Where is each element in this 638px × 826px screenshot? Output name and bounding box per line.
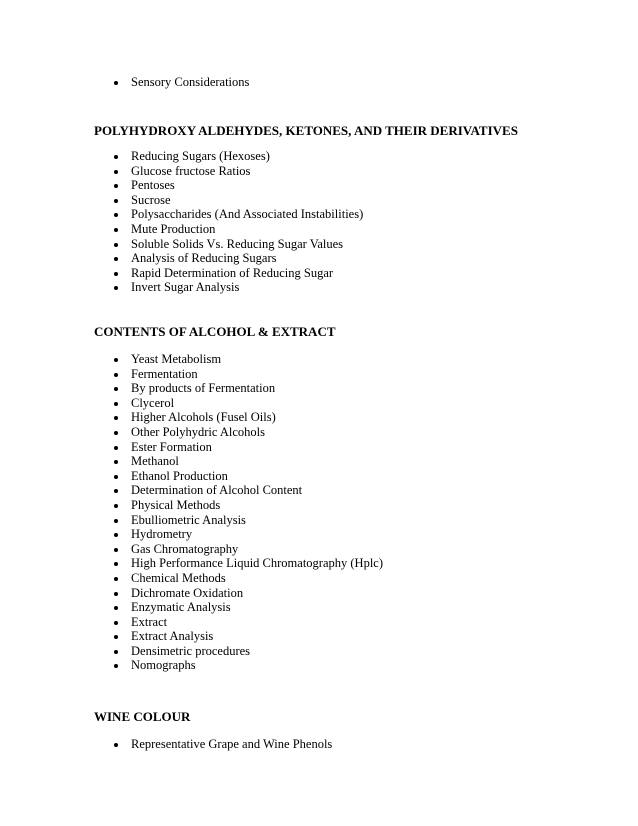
- bullet-icon: [114, 81, 118, 85]
- list-item: Ester Formation: [0, 440, 638, 455]
- bullet-icon: [114, 155, 118, 159]
- bullet-icon: [114, 743, 118, 747]
- list-item: Pentoses: [0, 178, 638, 193]
- list-item: By products of Fermentation: [0, 381, 638, 396]
- bullet-icon: [114, 243, 118, 247]
- list-item: Extract: [0, 615, 638, 630]
- section-3-list: [0, 737, 638, 752]
- list-item: Sucrose: [0, 193, 638, 208]
- list-item: Gas Chromatography: [0, 542, 638, 557]
- bullet-icon: [114, 519, 118, 523]
- list-item: Clycerol: [0, 396, 638, 411]
- bullet-icon: [114, 431, 118, 435]
- list-item: Yeast Metabolism: [0, 352, 638, 367]
- list-item: Glucose fructose Ratios: [0, 164, 638, 179]
- bullet-icon: [114, 475, 118, 479]
- bullet-icon: [114, 635, 118, 639]
- list-item: Higher Alcohols (Fusel Oils): [0, 410, 638, 425]
- list-item: Dichromate Oxidation: [0, 586, 638, 601]
- list-item: Soluble Solids Vs. Reducing Sugar Values: [0, 237, 638, 252]
- list-item: Densimetric procedures: [0, 644, 638, 659]
- list-item: Ethanol Production: [0, 469, 638, 484]
- bullet-icon: [114, 170, 118, 174]
- bullet-icon: [114, 650, 118, 654]
- section-heading: CONTENTS OF ALCOHOL & EXTRACT: [94, 324, 336, 339]
- bullet-icon: [114, 664, 118, 668]
- bullet-icon: [114, 446, 118, 450]
- list-item: Extract Analysis: [0, 629, 638, 644]
- list-item: Analysis of Reducing Sugars: [0, 251, 638, 266]
- bullet-icon: [114, 402, 118, 406]
- bullet-icon: [114, 577, 118, 581]
- list-item: Other Polyhydric Alcohols: [0, 425, 638, 440]
- bullet-icon: [114, 257, 118, 261]
- list-item: Invert Sugar Analysis: [0, 280, 638, 295]
- bullet-icon: [114, 621, 118, 625]
- bullet-icon: [114, 489, 118, 493]
- bullet-icon: [114, 562, 118, 566]
- bullet-icon: [114, 504, 118, 508]
- bullet-icon: [114, 358, 118, 362]
- bullet-icon: [114, 373, 118, 377]
- section-heading: WINE COLOUR: [94, 709, 191, 724]
- section-2-list: [0, 352, 638, 673]
- list-item: Chemical Methods: [0, 571, 638, 586]
- bullet-icon: [114, 184, 118, 188]
- bullet-icon: [114, 228, 118, 232]
- section-1-list: [0, 149, 638, 295]
- list-item: Ebulliometric Analysis: [0, 513, 638, 528]
- bullet-icon: [114, 548, 118, 552]
- list-item: Hydrometry: [0, 527, 638, 542]
- bullet-icon: [114, 460, 118, 464]
- list-item: High Performance Liquid Chromatography (Hplc): [0, 556, 638, 571]
- list-item: Nomographs: [0, 658, 638, 673]
- list-item: Fermentation: [0, 367, 638, 382]
- bullet-icon: [114, 272, 118, 276]
- list-item: Polysaccharides (And Associated Instabilities): [0, 207, 638, 222]
- bullet-icon: [114, 533, 118, 537]
- list-item: Methanol: [0, 454, 638, 469]
- section-heading: POLYHYDROXY ALDEHYDES, KETONES, AND THEIR DERIVATIVES: [94, 123, 518, 138]
- bullet-icon: [114, 416, 118, 420]
- bullet-icon: [114, 387, 118, 391]
- list-item: Enzymatic Analysis: [0, 600, 638, 615]
- bullet-icon: [114, 199, 118, 203]
- bullet-icon: [114, 286, 118, 290]
- list-item: Rapid Determination of Reducing Sugar: [0, 266, 638, 281]
- bullet-icon: [114, 606, 118, 610]
- list-item: Physical Methods: [0, 498, 638, 513]
- section-0-list: [0, 75, 638, 90]
- list-item: Mute Production: [0, 222, 638, 237]
- list-item: Determination of Alcohol Content: [0, 483, 638, 498]
- bullet-icon: [114, 213, 118, 217]
- list-item: Reducing Sugars (Hexoses): [0, 149, 638, 164]
- list-item: Sensory Considerations: [0, 75, 638, 90]
- list-item: Representative Grape and Wine Phenols: [0, 737, 638, 752]
- bullet-icon: [114, 592, 118, 596]
